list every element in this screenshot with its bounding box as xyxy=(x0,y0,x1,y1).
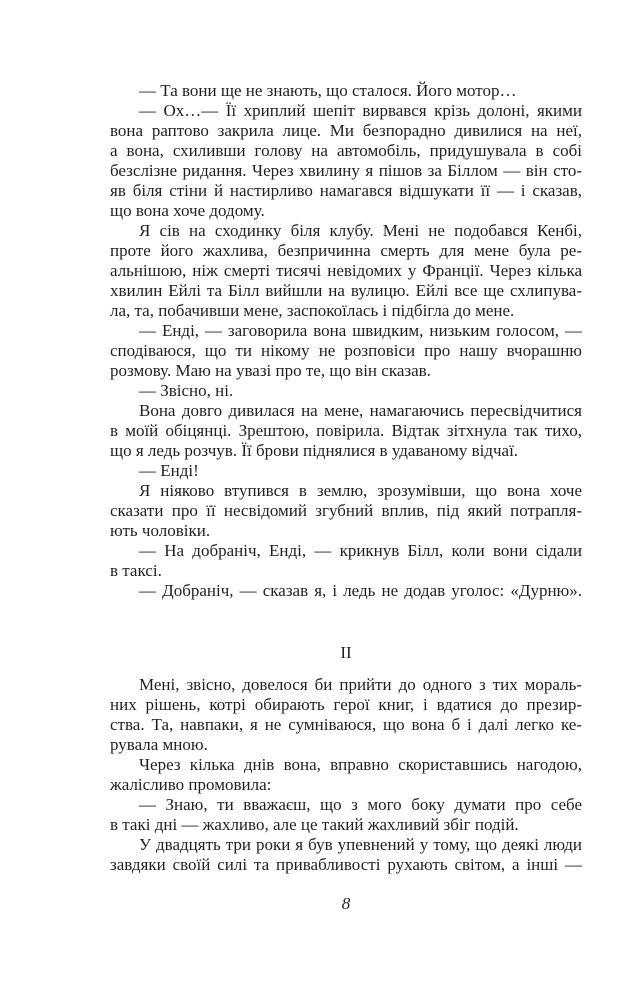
text-line: а вона, схиливши голову на автомобіль, придушувала в собі xyxy=(110,141,582,160)
text-line: рувала мною. xyxy=(110,735,208,754)
text-line: альнішою, ніж смерті тисячі невідомих у Франції. Через кілька xyxy=(110,261,582,280)
text-line: — На добраніч, Енді, — крикнув Білл, коли вони сідали xyxy=(139,541,582,560)
text-line: сказати про її несвідомий згубний вплив, під який потрапля- xyxy=(110,501,582,520)
text-line: завдяки своїй силі та привабливості рухають світом, а інші — xyxy=(110,855,582,874)
section-two-lines xyxy=(110,675,582,875)
text-line: — Знаю, ти вважаєш, що з мого боку думати про себе xyxy=(139,795,582,814)
text-line: сподіваюся, що ти нікому не розповіси про нашу вчорашню xyxy=(110,341,582,360)
text-line: жалісливо промовила: xyxy=(110,775,272,794)
text-line: що вона хоче додому. xyxy=(110,201,265,220)
text-line: Через кілька днів вона, вправно скориставшись нагодою, xyxy=(139,755,582,774)
text-line: хвилин Ейлі та Білл вийшли на вулицю. Ейлі все ще схлипува- xyxy=(110,281,582,300)
text-line: в такі дні — жахливо, але це такий жахливий збіг подій. xyxy=(110,815,519,834)
text-line: — Та вони ще не знають, що сталося. Його мотор… xyxy=(139,81,517,100)
text-line: Я сів на сходинку біля клубу. Мені не подобався Кенбі, xyxy=(139,221,582,240)
text-line: — Добраніч, — сказав я, і ледь не додав уголос: «Дурню». xyxy=(139,581,582,600)
text-line: Мені, звісно, довелося би прийти до одного з тих мораль- xyxy=(139,675,582,694)
text-line: в моїй обіцянці. Зрештою, повірила. Відтак зітхнула так тихо, xyxy=(110,421,582,440)
text-line: яв біля стіни й настирливо намагався відшукати її — і сказав, xyxy=(110,181,582,200)
text-line: Я ніяково втупився в землю, зрозумівши, що вона хоче xyxy=(139,481,582,500)
text-line: У двадцять три роки я був упевнений у тому, що деякі люди xyxy=(139,835,582,854)
text-line: — Звісно, ні. xyxy=(139,381,234,400)
text-line: — Енді! xyxy=(139,461,199,480)
page-number: 8 xyxy=(341,894,351,913)
text-line: ства. Та, навпаки, я не сумніваюся, що вона б і далі легко ке- xyxy=(110,715,582,734)
text-line: — Енді, — заговорила вона швидким, низьким голосом, — xyxy=(139,321,582,340)
text-line: ла, та, побачивши мене, заспокоїлась і підбігла до мене. xyxy=(110,301,515,320)
text-line: Вона довго дивилася на мене, намагаючись пересвідчитися xyxy=(139,401,582,420)
text-line: них рішень, котрі обирають герої книг, і вдатися до презир- xyxy=(110,695,582,714)
text-line: проте його жахлива, безпричинна смерть для мене була ре- xyxy=(110,241,582,260)
text-line: ють чоловіки. xyxy=(110,521,211,540)
text-line: безслізне ридання. Через хвилину я пішов за Біллом — він сто- xyxy=(110,161,582,180)
text-line: що я ледь розчув. Її брови піднялися в удаваному відчаї. xyxy=(110,441,519,460)
text-line: вона раптово закрила лице. Ми безпорадно дивилися на неї, xyxy=(110,121,582,140)
text-line: розмову. Маю на увазі про те, що він сказав. xyxy=(110,361,431,380)
section-heading: II xyxy=(340,643,352,662)
text-line: в таксі. xyxy=(110,561,162,580)
text-line: — Ох…— Її хриплий шепіт вирвався крізь долоні, якими xyxy=(139,101,582,120)
section-one-lines xyxy=(110,81,582,601)
